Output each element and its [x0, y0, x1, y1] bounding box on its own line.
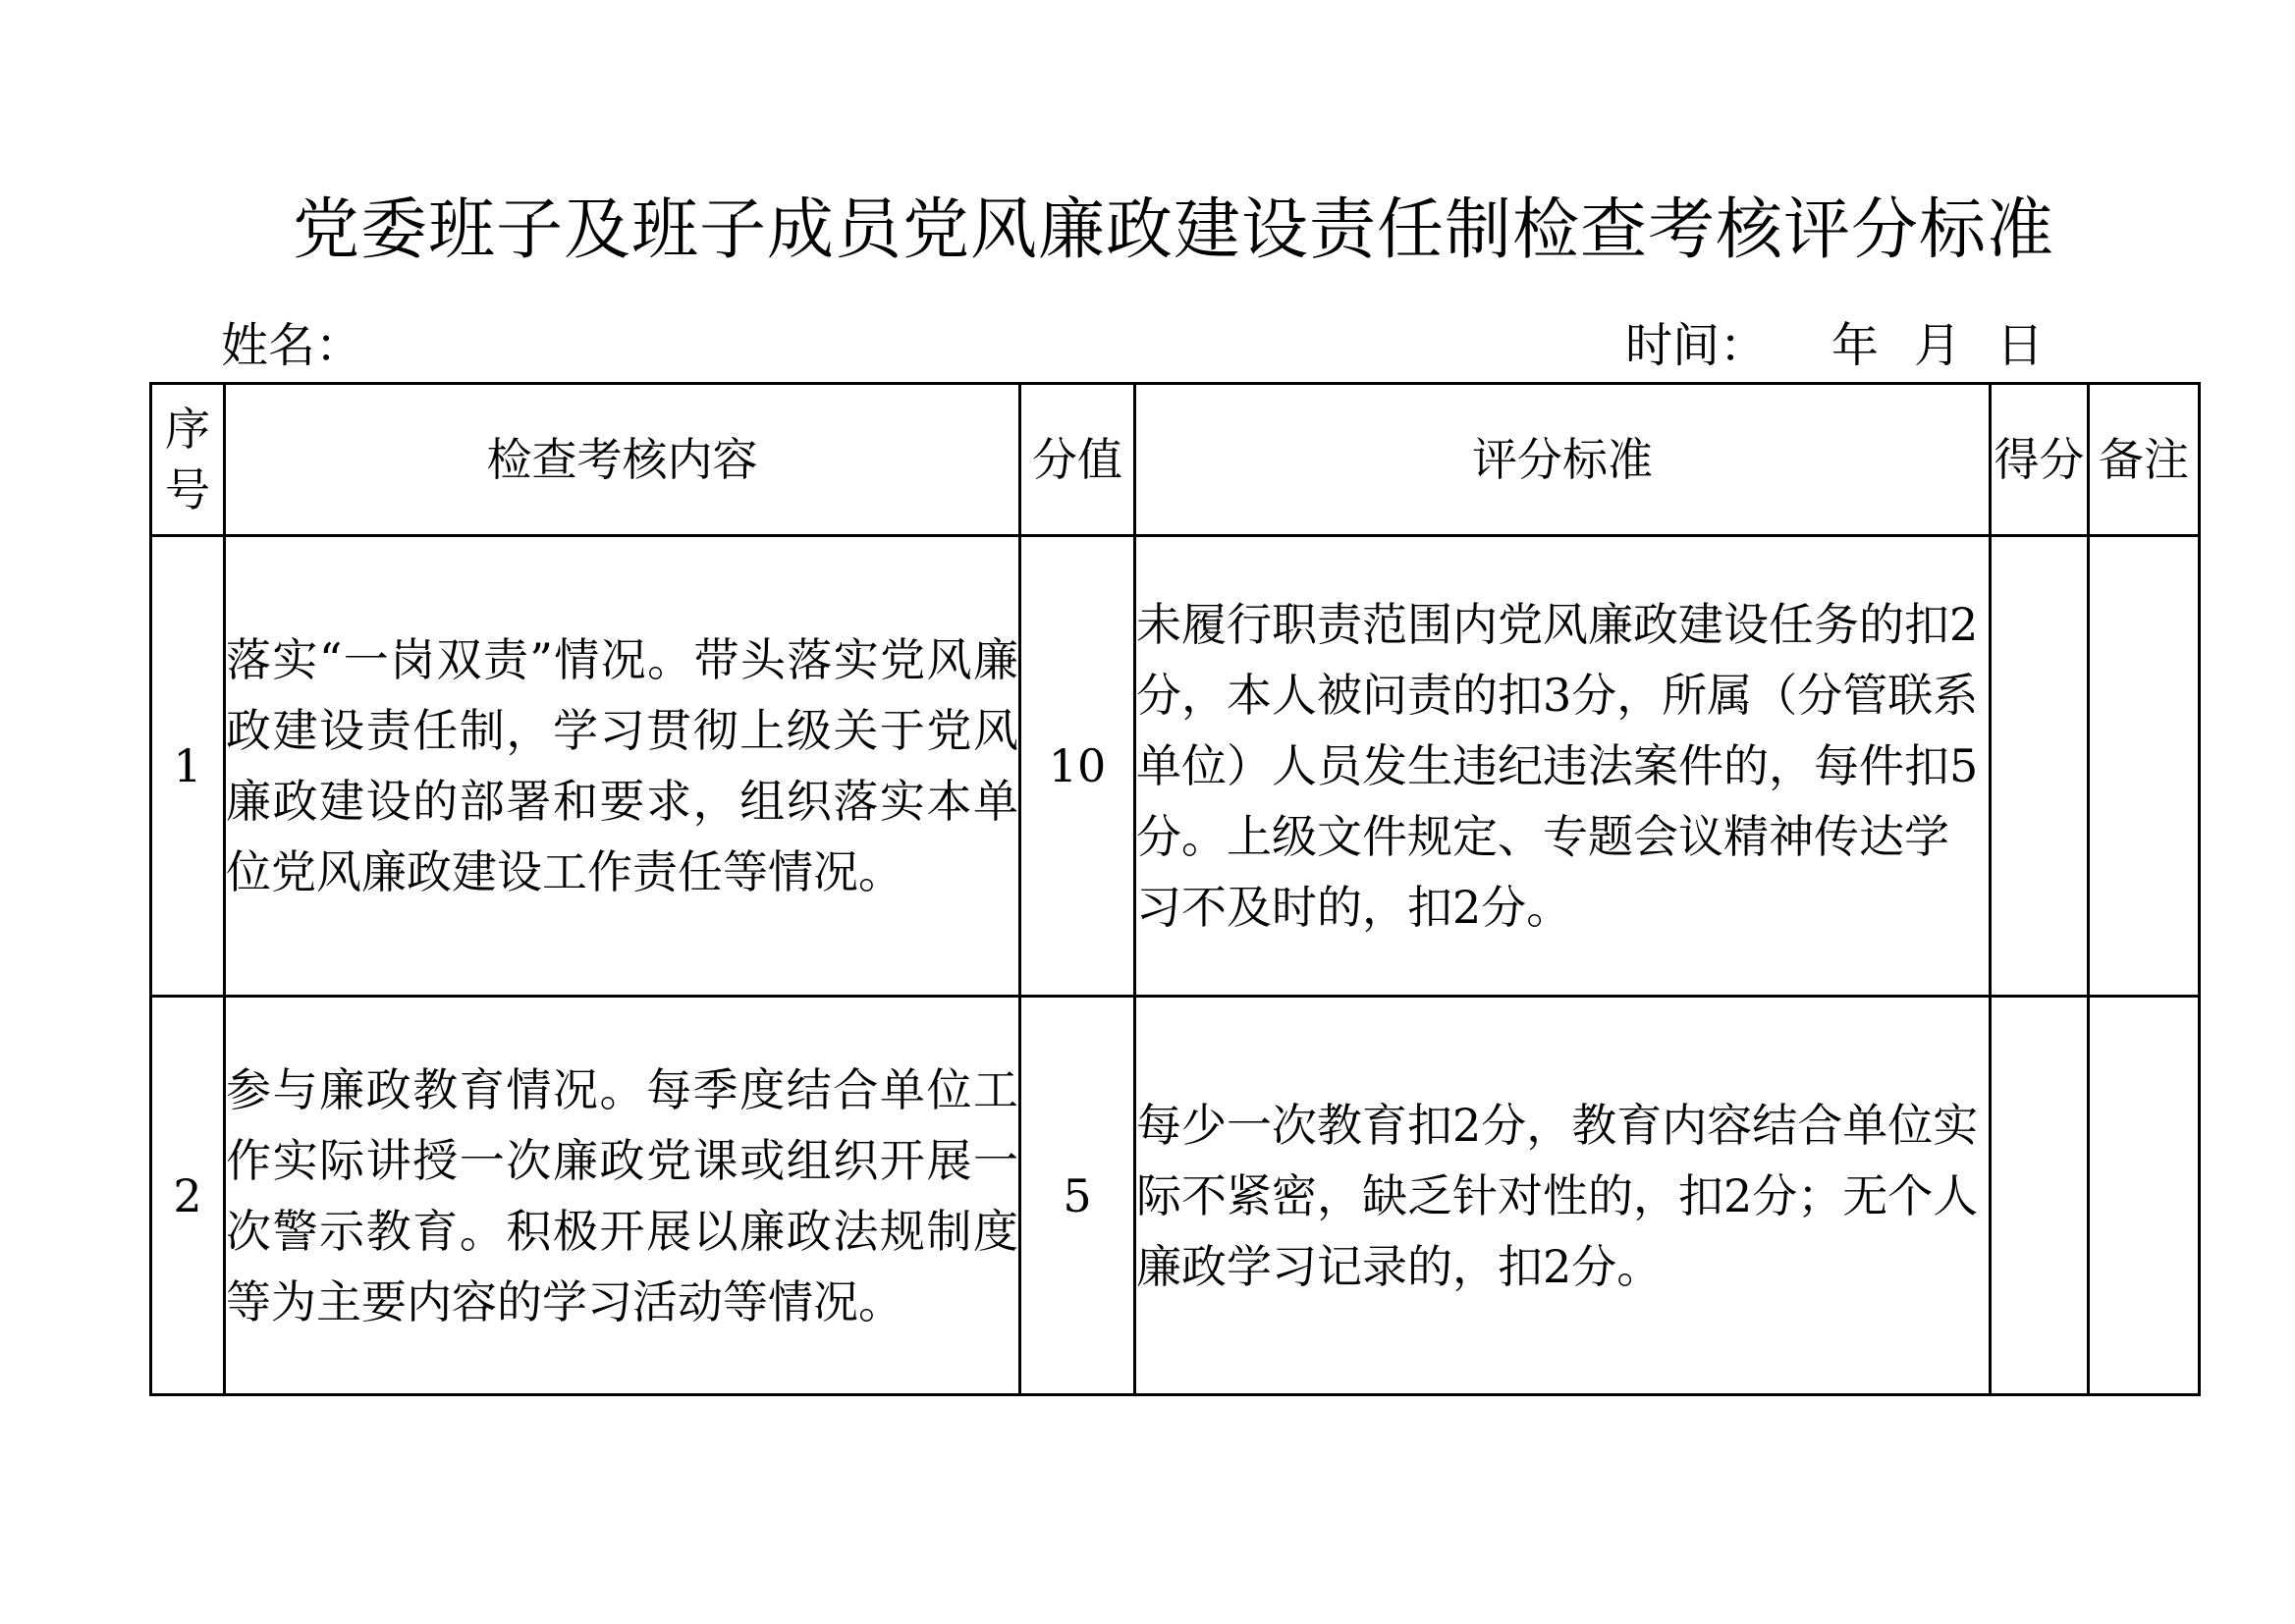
row-got-cell[interactable]: [1991, 536, 2089, 997]
row-criteria: 未履行职责范围内党风廉政建设任务的扣2分，本人被问责的扣3分，所属（分管联系单位）人员发生违纪违法案件的，每件扣5分。上级文件规定、专题会议精神传达学习不及时的，扣2分。: [1135, 536, 1991, 997]
row-score: 5: [1020, 997, 1135, 1395]
row-content: 参与廉政教育情况。每季度结合单位工作实际讲授一次廉政党课或组织开展一次警示教育。积极开展以廉政法规制度等为主要内容的学习活动等情况。: [225, 997, 1020, 1395]
header-seq: [151, 384, 225, 536]
row-note-cell[interactable]: [2089, 536, 2200, 997]
time-label: 时间：: [1625, 318, 1768, 373]
header-criteria: 评分标准: [1135, 384, 1991, 536]
document-title: 党委班子及班子成员党风廉政建设责任制检查考核评分标准: [292, 191, 2054, 269]
table-row: [151, 997, 2200, 1395]
header-seq-line2: 号: [165, 463, 210, 516]
name-label: 姓名：: [221, 318, 363, 373]
header-content: 检查考核内容: [225, 384, 1020, 536]
scoring-table: [149, 382, 2201, 1396]
month-label: 月: [1914, 318, 1962, 373]
header-got: 得分: [1991, 384, 2089, 536]
row-note-cell[interactable]: [2089, 997, 2200, 1395]
header-note: 备注: [2089, 384, 2200, 536]
row-score: 10: [1020, 536, 1135, 997]
table-header-row: [151, 384, 2200, 536]
year-label: 年: [1831, 318, 1880, 373]
header-score: 分值: [1020, 384, 1135, 536]
row-seq: 2: [151, 997, 225, 1395]
header-seq-line1: 序: [165, 403, 210, 456]
day-label: 日: [1996, 318, 2045, 373]
table-row: [151, 536, 2200, 997]
row-got-cell[interactable]: [1991, 997, 2089, 1395]
row-content: 落实“一岗双责”情况。带头落实党风廉政建设责任制，学习贯彻上级关于党风廉政建设的部署和要求，组织落实本单位党风廉政建设工作责任等情况。: [225, 536, 1020, 997]
time-field: [1625, 316, 2044, 375]
row-criteria: 每少一次教育扣2分，教育内容结合单位实际不紧密，缺乏针对性的，扣2分；无个人廉政学习记录的，扣2分。: [1135, 997, 1991, 1395]
row-seq: 1: [151, 536, 225, 997]
